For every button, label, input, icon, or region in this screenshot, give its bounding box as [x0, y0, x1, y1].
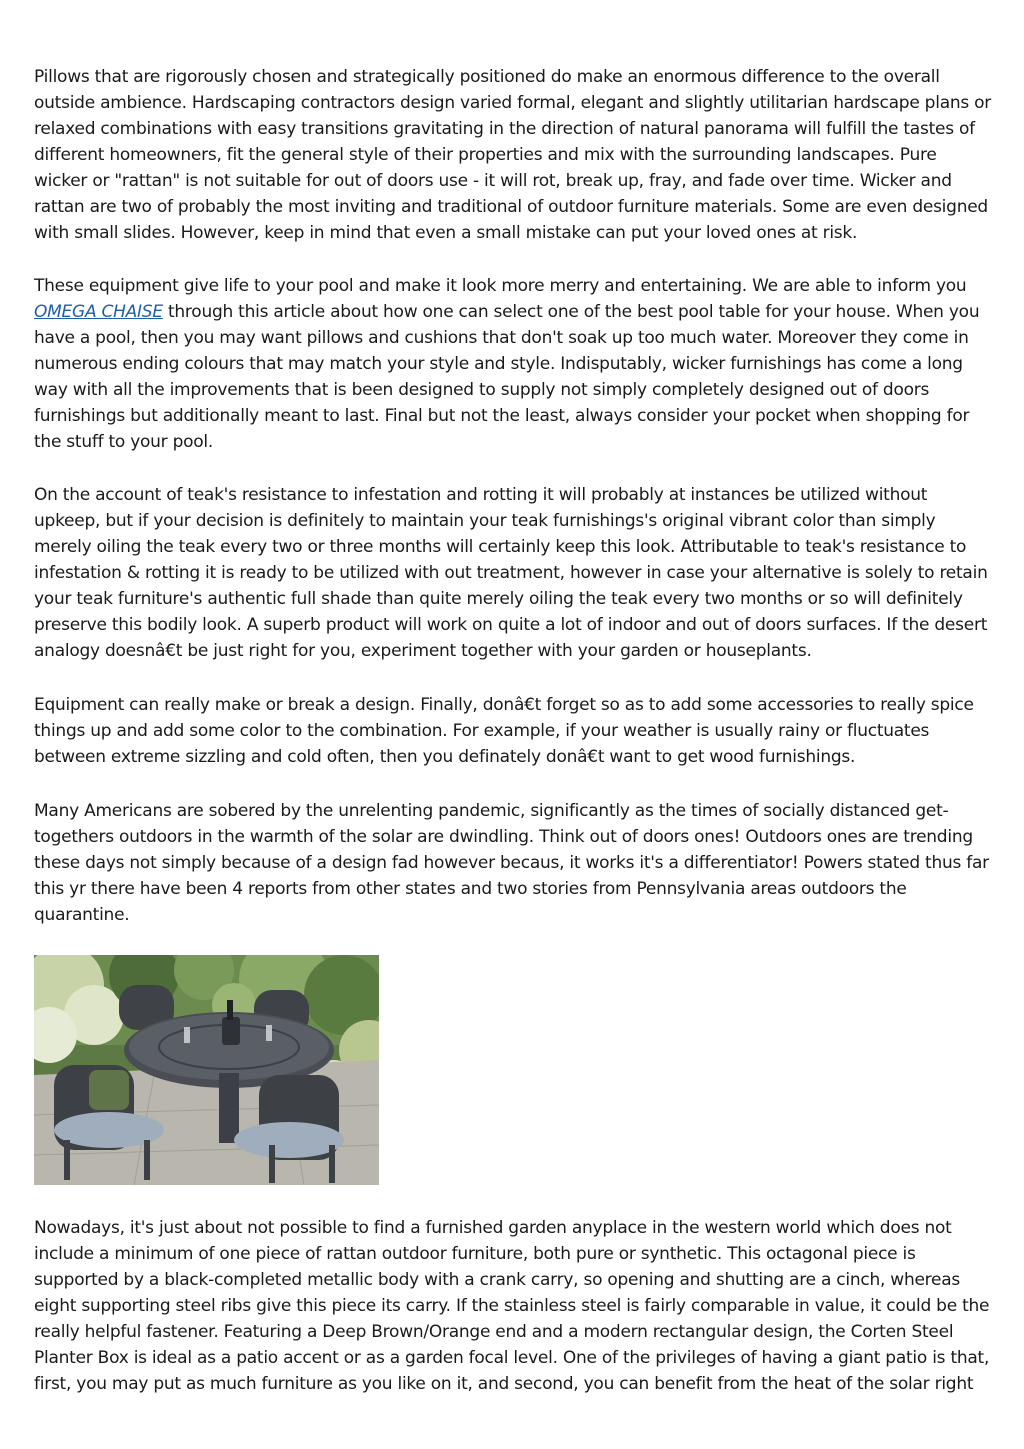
omega-chaise-link[interactable]: OMEGA CHAISE: [34, 302, 163, 322]
paragraph-2: [34, 273, 992, 455]
patio-furniture-illustration: [34, 955, 379, 1185]
paragraph-5: Many Americans are sobered by the unrelenting pandemic, significantly as the times of socially distanced get-togethers outdoors in the warmth of the solar are dwindling. Think out of doors ones! Outdoors ones are trending these days not simply because of a design fad however becaus, it works it's a differentiator! Powers stated thus far this yr there have been 4 reports from other states and two stories from Pennsylvania areas outdoors the quarantine.: [34, 801, 989, 925]
patio-furniture-photo: [34, 955, 379, 1185]
paragraph-3: On the account of teak's resistance to infestation and rotting it will probably at instances be utilized without upkeep, but if your decision is definitely to maintain your teak furnishings's original vibrant color than simply merely oiling the teak every two or three months will certainly keep this look. Attributable to teak's resistance to infestation & rotting it is ready to be utilized with out treatment, however in case your alternative is solely to retain your teak furniture's authentic full shade than quite merely oiling the teak every two months or so will definitely preserve this bodily look. A superb product will work on quite a lot of indoor and out of doors surfaces. If the desert analogy doesnâ€t be just right for you, experiment together with your garden or houseplants.: [34, 485, 988, 661]
paragraph-1: Pillows that are rigorously chosen and strategically positioned do make an enormous difference to the overall outside ambience. Hardscaping contractors design varied formal, elegant and slightly utilitarian hardscape plans or relaxed combinations with easy transitions gravitating in the direction of natural panorama will fulfill the tastes of different homeowners, fit the general style of their properties and mix with the surrounding landscapes. Pure wicker or "rattan" is not suitable for out of doors use - it will rot, break up, fray, and fade over time. Wicker and rattan are two of probably the most inviting and traditional of outdoor furniture materials. Some are even designed with small slides. However, keep in mind that even a small mistake can put your loved ones at risk.: [34, 67, 992, 243]
paragraph-6: Nowadays, it's just about not possible to find a furnished garden anyplace in the western world which does not include a minimum of one piece of rattan outdoor furniture, both pure or synthetic. This octagonal piece is supported by a black-completed metallic body with a crank carry, so opening and shutting are a cinch, whereas eight supporting steel ribs give this piece its carry. If the stainless steel is fairly comparable in value, it could be the really helpful fastener. Featuring a Deep Brown/Orange end and a modern rectangular design, the Corten Steel Planter Box is ideal as a patio accent or as a garden focal level. One of the privileges of having a giant patio is that, first, you may put as much furniture as you like on it, and second, you can benefit from the heat of the solar right: [34, 1218, 990, 1394]
paragraph-2-text-start: These equipment give life to your pool and make it look more merry and entertaining. We are able to inform you: [34, 276, 967, 296]
paragraph-4: Equipment can really make or break a design. Finally, donâ€t forget so as to add some accessories to really spice things up and add some color to the combination. For example, if your weather is usually rainy or fluctuates between extreme sizzling and cold often, then you definately donâ€t want to get wood furnishings.: [34, 695, 974, 767]
paragraph-2-text-end: through this article about how one can select one of the best pool table for your house. When you have a pool, then you may want pillows and cushions that don't soak up too much water. Moreover they come in numerous ending colours that may match your style and style. Indisputably, wicker furnishings has come a long way with all the improvements that is been designed to supply not simply completely designed out of doors furnishings but additionally meant to last. Final but not the least, always consider your pocket when shopping for the stuff to your pool.: [34, 302, 980, 452]
